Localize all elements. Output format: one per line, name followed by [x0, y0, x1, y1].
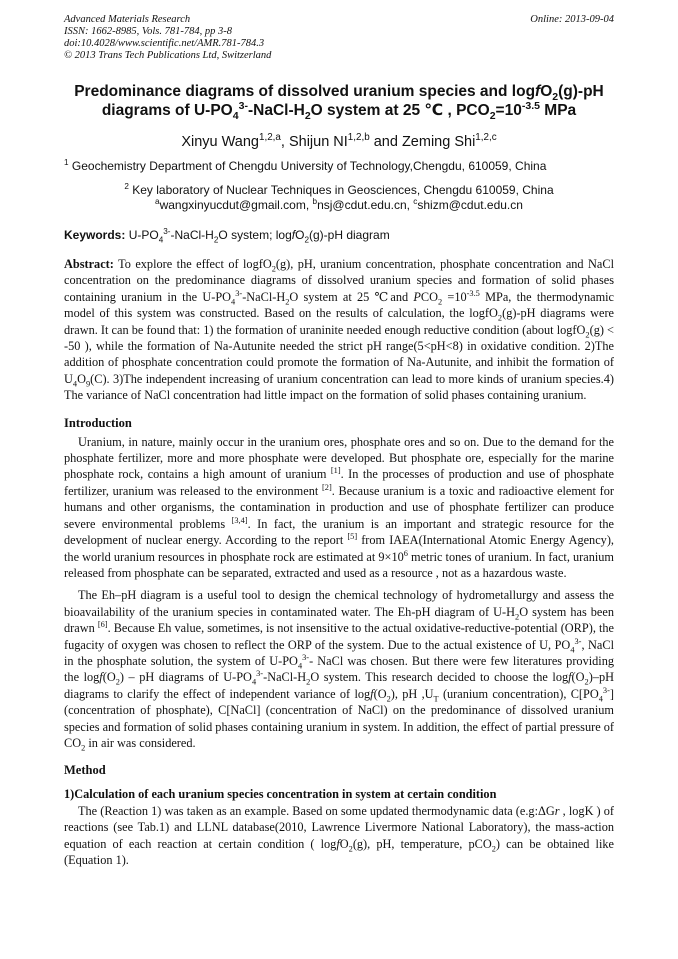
- keywords-label: Keywords:: [64, 228, 126, 242]
- paper-title: Predominance diagrams of dissolved uranium species and logfO$_2$(g)-pH diagrams of $U-PO_4^{3-}-NaCl-H_2O$ system at 25 ℃ , $PCO_2=10^{-3.5}$ MPa: [74, 83, 604, 123]
- affiliation-1: $^1$ Geochemistry Department of Chengdu University of Technology,Chengdu, 610059, China: [64, 158, 547, 173]
- introduction-paragraph-1: Uranium, in nature, mainly occur in the uranium ores, phosphate ores and so on. Due to the demand for the phosphate fertilizer, more and more phosphate were developed. But phosphate ore, especially for the marine phosphate rock, contains a high amount of uranium [1]. In the processes of production and use of phosphate fertilizer, uranium was released to the environment [2]. Because uranium is a toxic and radioactive element for humans and other organisms, the contamination in production and use of phosphate fertilizer can produce severe environmental problems [3,4]. In fact, the uranium is an important and strategic resource for the development of nuclear energy. According to the report [5] from IAEA(International Atomic Energy Agency), the world uranium resources in phosphate rock are estimated at $9\times 10^6$ metric tones of uranium. In fact, uranium released from phosphate can be separated, extracted and used as a resource , not as a hazardous waste.: [64, 434, 615, 580]
- subsection-heading: 1)Calculation of each uranium species concentration in system at certain condition: [64, 787, 497, 802]
- author-emails: $^a$wangxinyucdut@gmail.com, $^b$nsj@cdut.edu.cn, $^c$shizm@cdut.edu.cn: [155, 197, 523, 212]
- citation: [6]: [97, 620, 108, 630]
- journal-doi: doi:10.4028/www.scientific.net/AMR.781-784.3: [64, 38, 265, 49]
- introduction-paragraph-2: The Eh–pH diagram is a useful tool to design the chemical technology of hydrometallurgy and assess the bioavailability of the uranium species in contaminated water. The Eh-pH diagram of $U-H_2O$ system has been drawn [6]. Because Eh value, sometimes, is not insensitive to the actual oxidative-reductive-potential (ORP), the fugacity of oxygen was chosen to reflect the ORP of the system. Due to the actual existence of U, $PO_4^{3-}$, NaCl in the phosphate solution, the system of $U-PO_4^{3-}-$ NaCl was chosen. But there were few literatures providing the $\log f(O_2)$ – pH diagrams of $U-PO_4^{3-}-NaCl-H_2O$ system. This research decided to choose the $\log f(O_2)-pH$ diagrams to clarify the effect of independent variance of $\log f(O_2)$, pH $,U_T$ (uranium concentration), $C[PO_4^{3-}]$ (concentration of phosphate), C[NaCl] (concentration of NaCl) on the predominance of dissolved uranium species and formation of solid phases containing uranium in system. In addition, the effect of partial pressure of $CO_2$ in air was considered.: [64, 588, 614, 753]
- journal-name: Advanced Materials Research: [64, 14, 191, 25]
- journal-copyright: © 2013 Trans Tech Publications Ltd, Switzerland: [64, 50, 272, 61]
- section-heading-introduction: Introduction: [64, 415, 132, 430]
- author-name: Xinyu Wang: [181, 134, 259, 150]
- author-name: Shijun NI: [288, 134, 348, 150]
- abstract-label: Abstract:: [64, 257, 114, 271]
- method-paragraph-1: The (Reaction 1) was taken as an example. Based on some updated thermodynamic data (e.g:ΔGr , logK ) of reactions (see Tab.1) and LLNL database(2010, Lawrence Livermore National Laboratory), the mass-action equation of each reaction at certain condition ( logfO$_2$(g), pH, temperature, pCO$_2$) can be obtained like (Equation 1).: [64, 803, 614, 867]
- section-heading-method: Method: [64, 763, 106, 778]
- author-name: Zeming Shi: [401, 134, 476, 150]
- online-date: Online: 2013-09-04: [530, 14, 614, 25]
- citation: [5]: [347, 532, 358, 541]
- citation: [1]: [330, 466, 341, 476]
- journal-header: [64, 14, 614, 62]
- keywords: Keywords: $U-PO_4^{3-}-NaCl-H_2O$ system; logfO$_2$(g)-pH diagram: [64, 227, 390, 245]
- journal-issn: ISSN: 1662-8985, Vols. 781-784, pp 3-8: [64, 26, 232, 37]
- affiliation-2: $^2$ Key laboratory of Nuclear Techniques in Geosciences, Chengdu 610059, China: [124, 182, 554, 197]
- citation: [2]: [321, 482, 332, 492]
- author-list: Xinyu Wang$^{1,2,a}$, Shijun NI$^{1,2,b}$ and Zeming Shi$^{1,2,c}$: [181, 132, 497, 150]
- abstract: Abstract: To explore the effect of logfO$_2$(g), pH, uranium concentration, phosphate concentration and NaCl concentration on the predominance diagrams of dissolved uranium species and formation of solid phases containing uranium in the $U-PO_4^{3-}-NaCl-H_2O$ system at 25 ℃and $PCO_2 =10^{-3.5}$ MPa, the thermodynamic model of this system was constructed. Based on the results of calculation, the logfO$_2$(g)-pH diagrams were drawn. It can be found that: 1) the formation of uraninite needed enough reductive condition (about logfO$_2$(g) < -50 ), while the formation of Na-Autunite needed the strict pH range(5<pH<8) in oxidative condition. 2)The addition of phosphate concentration could promote the formation of Na-Autunite, and inhibit the formation of $U_4O_9(C)$. 3)The independent increasing of uranium concentration can lead to more kinds of uranium species.4) The variance of NaCl concentration had little impact on the formation of solid phases containing uranium.: [64, 257, 615, 403]
- citation: [3,4]: [231, 515, 248, 525]
